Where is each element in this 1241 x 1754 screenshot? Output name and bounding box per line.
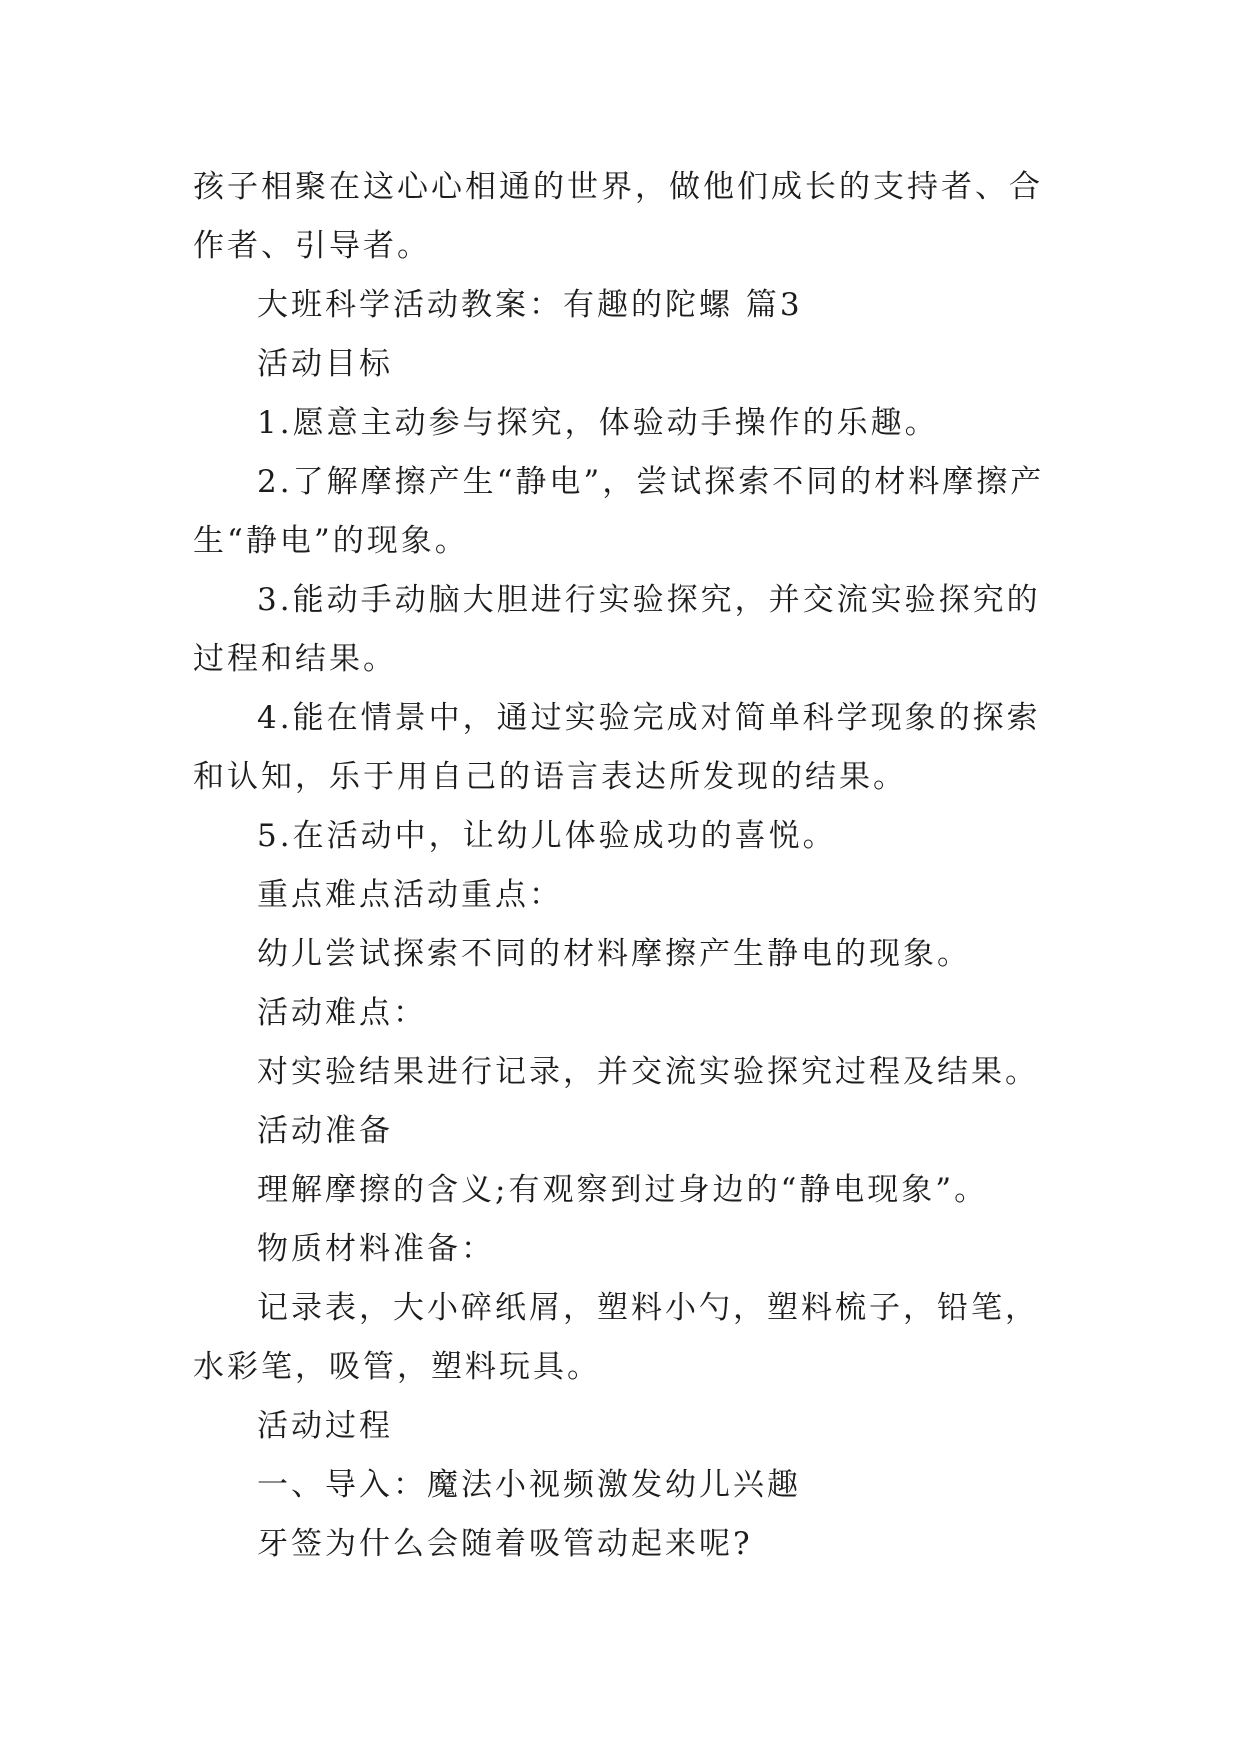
heading-preparation: 活动准备 bbox=[257, 1113, 393, 1149]
paragraph: 牙签为什么会随着吸管动起来呢? bbox=[257, 1526, 753, 1562]
section-title: 大班科学活动教案：有趣的陀螺 篇3 bbox=[257, 287, 803, 323]
goal-item: 4.能在情景中，通过实验完成对简单科学现象的探索和认知，乐于用自己的语言表达所发现的结果。 bbox=[193, 700, 1041, 795]
paragraph: 对实验结果进行记录，并交流实验探究过程及结果。 bbox=[257, 1054, 1039, 1090]
heading-difficulties: 活动难点： bbox=[257, 995, 427, 1031]
paragraph: 孩子相聚在这心心相通的世界，做他们成长的支持者、合作者、引导者。 bbox=[193, 169, 1043, 264]
goal-item: 1.愿意主动参与探究，体验动手操作的乐趣。 bbox=[257, 405, 939, 441]
goal-item: 3.能动手动脑大胆进行实验探究，并交流实验探究的过程和结果。 bbox=[193, 582, 1041, 677]
heading-activity-goals: 活动目标 bbox=[257, 346, 393, 382]
heading-materials: 物质材料准备： bbox=[257, 1231, 495, 1267]
paragraph: 一、导入：魔法小视频激发幼儿兴趣 bbox=[257, 1467, 801, 1503]
paragraph: 记录表，大小碎纸屑，塑料小勺，塑料梳子，铅笔，水彩笔，吸管，塑料玩具。 bbox=[193, 1290, 1039, 1385]
document-body bbox=[193, 158, 1063, 1574]
paragraph: 幼儿尝试探索不同的材料摩擦产生静电的现象。 bbox=[257, 936, 971, 972]
goal-item: 2.了解摩擦产生“静电”，尝试探索不同的材料摩擦产生“静电”的现象。 bbox=[193, 464, 1045, 559]
goal-item: 5.在活动中，让幼儿体验成功的喜悦。 bbox=[257, 818, 837, 854]
heading-process: 活动过程 bbox=[257, 1408, 393, 1444]
paragraph: 理解摩擦的含义;有观察到过身边的“静电现象”。 bbox=[257, 1172, 989, 1208]
heading-key-points: 重点难点活动重点： bbox=[257, 877, 563, 913]
